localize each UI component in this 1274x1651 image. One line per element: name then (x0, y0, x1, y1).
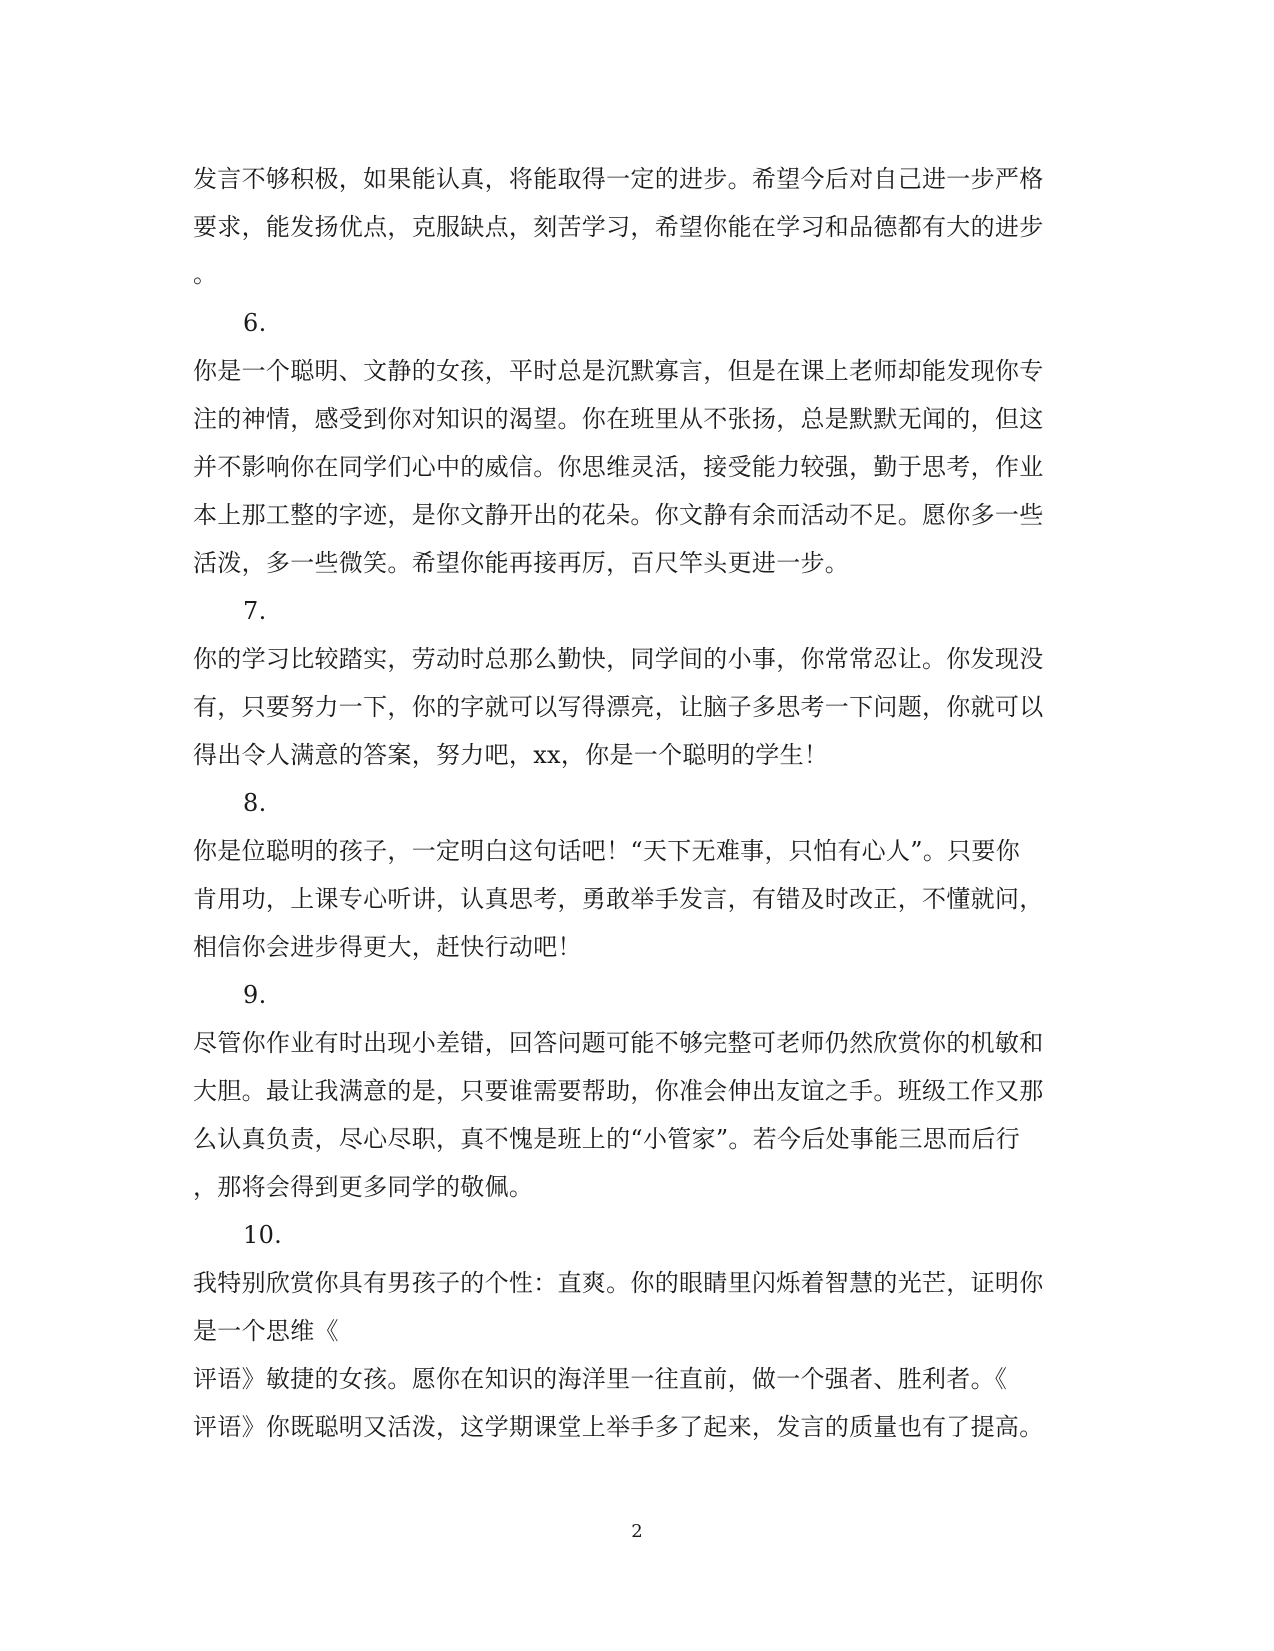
text-line: 发言不够积极，如果能认真，将能取得一定的进步。希望今后对自己进一步严格 (193, 165, 1044, 193)
text-line: 本上那工整的字迹，是你文静开出的花朵。你文静有余而活动不足。愿你多一些 (193, 501, 1044, 529)
text-line: 你是位聪明的孩子，一定明白这句话吧！“天下无难事，只怕有心人”。只要你 (193, 837, 1021, 865)
text-line: 我特别欣赏你具有男孩子的个性：直爽。你的眼睛里闪烁着智慧的光芒，证明你 (193, 1269, 1044, 1297)
text-line: 有，只要努力一下，你的字就可以写得漂亮，让脑子多思考一下问题，你就可以 (193, 693, 1044, 721)
text-line: ，那将会得到更多同学的敬佩。 (193, 1173, 534, 1201)
text-line: 相信你会进步得更大，赶快行动吧！ (193, 933, 582, 961)
item-number: 7. (243, 597, 267, 625)
item-number: 8. (243, 789, 267, 817)
page-number: 2 (631, 1521, 643, 1542)
item-number: 10. (243, 1221, 283, 1249)
text-line: 你是一个聪明、文静的女孩，平时总是沉默寡言，但是在课上老师却能发现你专 (193, 357, 1044, 385)
text-line: 么认真负责，尽心尽职，真不愧是班上的“小管家”。若今后处事能三思而后行 (193, 1125, 1021, 1153)
text-line: 得出令人满意的答案，努力吧，xx，你是一个聪明的学生！ (193, 741, 829, 769)
text-line: 评语》敏捷的女孩。愿你在知识的海洋里一往直前，做一个强者、胜利者。《 (193, 1365, 1008, 1393)
text-line: 肯用功，上课专心听讲，认真思考，勇敢举手发言，有错及时改正，不懂就问， (193, 885, 1044, 913)
item-number: 6. (243, 309, 267, 337)
text-line: 注的神情，感受到你对知识的渴望。你在班里从不张扬，总是默默无闻的，但这 (193, 405, 1044, 433)
text-line: 评语》你既聪明又活泼，这学期课堂上举手多了起来，发言的质量也有了提高。 (193, 1413, 1044, 1441)
text-line: 是一个思维《 (193, 1317, 339, 1345)
item-number: 9. (243, 981, 267, 1009)
text-line: 要求，能发扬优点，克服缺点，刻苦学习，希望你能在学习和品德都有大的进步 (193, 213, 1044, 241)
text-line: 你的学习比较踏实，劳动时总那么勤快，同学间的小事，你常常忍让。你发现没 (193, 645, 1044, 673)
text-line: 。 (193, 260, 218, 288)
text-line: 活泼，多一些微笑。希望你能再接再厉，百尺竿头更进一步。 (193, 549, 850, 577)
text-line: 大胆。最让我满意的是，只要谁需要帮助，你准会伸出友谊之手。班级工作又那 (193, 1077, 1044, 1105)
text-line: 尽管你作业有时出现小差错，回答问题可能不够完整可老师仍然欣赏你的机敏和 (193, 1029, 1044, 1057)
text-line: 并不影响你在同学们心中的威信。你思维灵活，接受能力较强，勤于思考，作业 (193, 453, 1044, 481)
